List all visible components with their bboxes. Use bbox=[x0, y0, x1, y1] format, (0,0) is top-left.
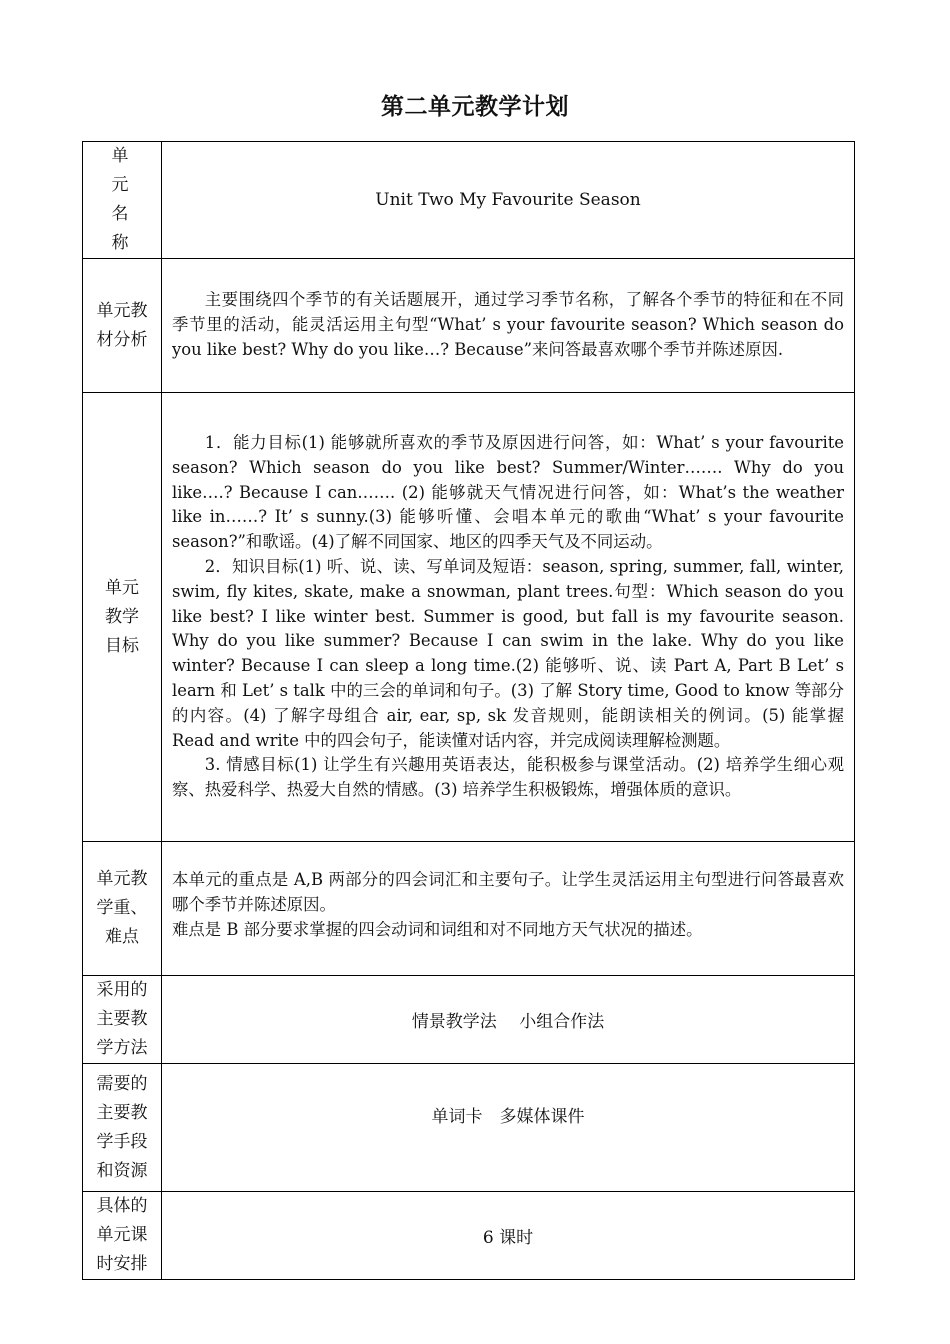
label-methods-text: 采用的主要教学方法 bbox=[96, 980, 148, 1058]
label-key-points-text: 单元教学重、难点 bbox=[96, 869, 148, 947]
label-goals-text: 单元教学目标 bbox=[105, 577, 139, 656]
label-methods bbox=[83, 976, 162, 1064]
key-points-focus: 本单元的重点是 A,B 两部分的四会词汇和主要句子。让学生灵活运用主句型进行问答最喜欢哪个季节并陈述原因。 bbox=[172, 870, 844, 914]
resources-value: 单词卡 多媒体课件 bbox=[162, 1064, 855, 1192]
row-analysis bbox=[83, 259, 855, 393]
label-key-points bbox=[83, 842, 162, 976]
page-title: 第二单元教学计划 bbox=[381, 94, 569, 120]
label-schedule-text: 具体的单元课时安排 bbox=[96, 1196, 148, 1274]
label-resources bbox=[83, 1064, 162, 1192]
goals-emotion: 3. 情感目标(1) 让学生有兴趣用英语表达，能积极参与课堂活动。(2) 培养学生细心观察、热爱科学、热爱大自然的情感。(3) 培养学生积极锻炼，增强体质的意识。 bbox=[172, 755, 844, 800]
methods-value: 情景教学法 小组合作法 bbox=[162, 976, 855, 1064]
label-analysis-text: 单元教材分析 bbox=[96, 300, 148, 350]
goals-cell bbox=[162, 393, 855, 842]
analysis-cell bbox=[162, 259, 855, 393]
row-resources bbox=[83, 1064, 855, 1192]
unit-name-value: Unit Two My Favourite Season bbox=[162, 142, 855, 259]
label-unit-name-text: 单 元 名 称 bbox=[111, 146, 133, 253]
row-schedule bbox=[83, 1192, 855, 1280]
unit-plan-table bbox=[82, 141, 855, 1280]
row-goals bbox=[83, 393, 855, 842]
schedule-value: 6 课时 bbox=[162, 1192, 855, 1280]
row-methods bbox=[83, 976, 855, 1064]
label-schedule bbox=[83, 1192, 162, 1280]
key-points-cell bbox=[162, 842, 855, 976]
goals-knowledge: 2．知识目标(1) 听、说、读、写单词及短语：season, spring, summer, fall, winter, swim, fly kites, skate, make a snowman, plant trees.句型：Which season do you like best? I like winter best. Summer is good, but fall is my favourite season. Why do you like summer? Because I can swim in the lake. Why do you like winter? Because I can sleep a long time.(2) 能够听、说、读 Part A, Part B Let’ s learn 和 Let’ s talk 中的三会的单词和句子。(3) 了解 Story time, Good to know 等部分的内容。(4) 了解字母组合 air, ear, sp, sk 发音规则，能朗读相关的例词。(5) 能掌握 Read and write 中的四会句子，能读懂对话内容，并完成阅读理解检测题。 bbox=[172, 557, 844, 750]
label-resources-text: 需要的主要教学手段和资源 bbox=[96, 1073, 148, 1181]
goals-ability: 1．能力目标(1) 能够就所喜欢的季节及原因进行问答，如：What’ s your favourite season? Which season do you like best? Summer/Winter……. Why do you like….? Because I can……. (2) 能够就天气情况进行问答，如：What’s the weather like in……? It’ s sunny.(3) 能够听懂、会唱本单元的歌曲“What’ s your favourite season?”和歌谣。(4)了解不同国家、地区的四季天气及不同运动。 bbox=[172, 433, 844, 552]
row-key-points bbox=[83, 842, 855, 976]
label-goals bbox=[83, 393, 162, 842]
label-unit-name bbox=[83, 142, 162, 259]
analysis-text: 主要围绕四个季节的有关话题展开，通过学习季节名称，了解各个季节的特征和在不同季节里的活动，能灵活运用主句型“What’ s your favourite season? Which season do you like best? Why do you like…? Because”来问答最喜欢哪个季节并陈述原因. bbox=[172, 290, 844, 359]
row-unit-name bbox=[83, 142, 855, 259]
key-points-difficulty: 难点是 B 部分要求掌握的四会动词和词组和对不同地方天气状况的描述。 bbox=[172, 919, 703, 939]
label-analysis bbox=[83, 259, 162, 393]
